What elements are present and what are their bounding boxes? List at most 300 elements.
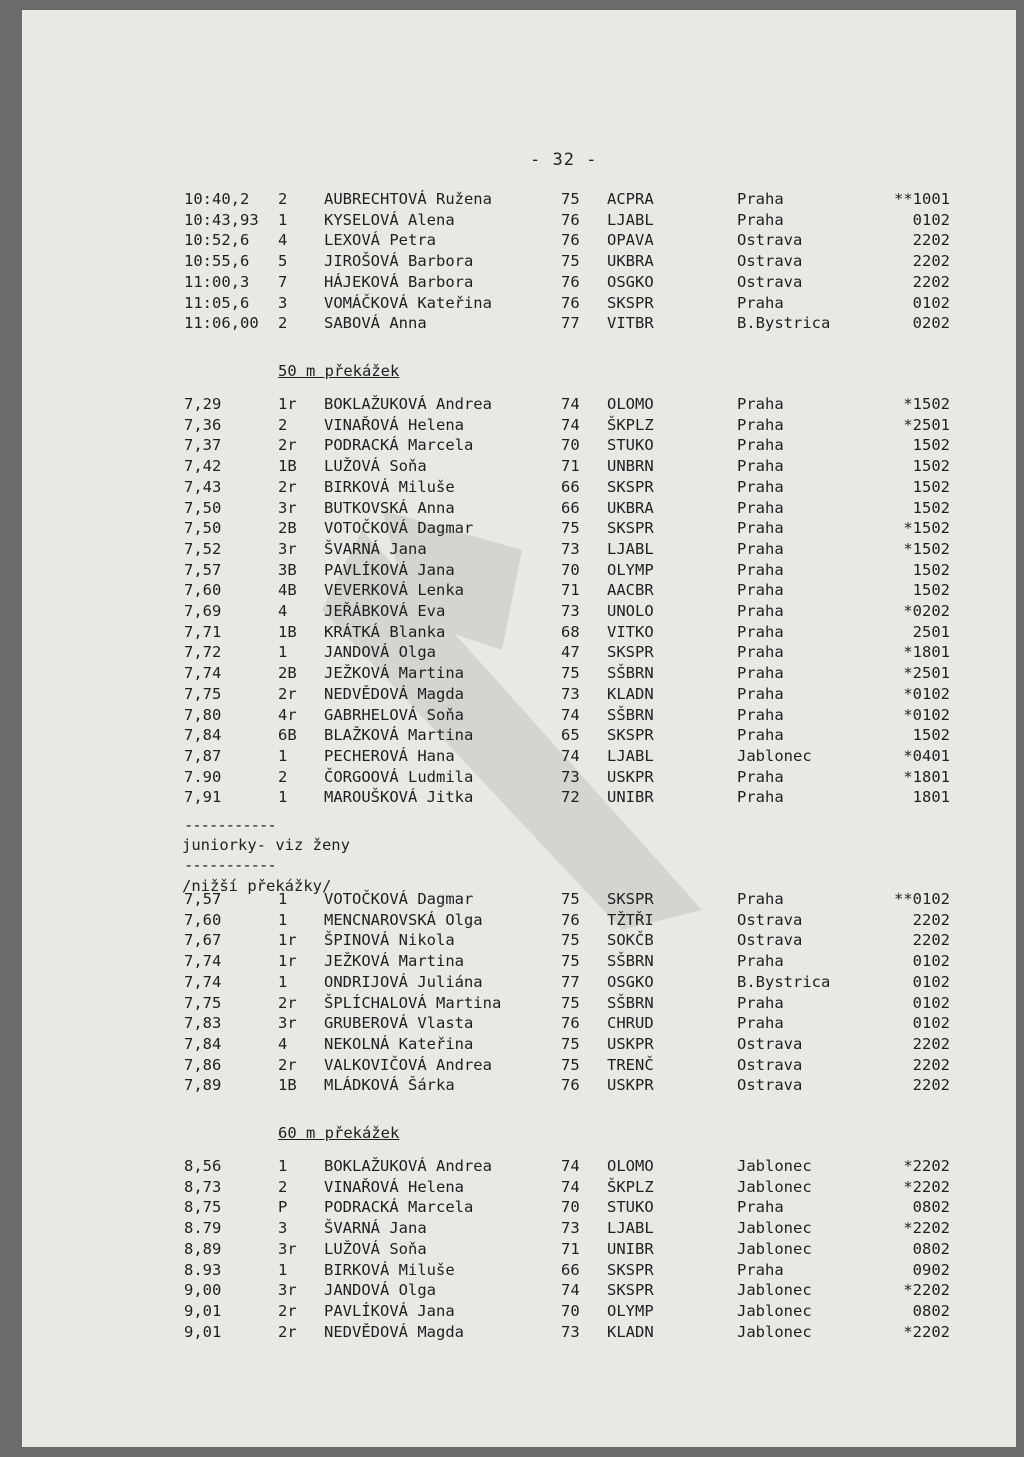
year-cell: 75 (561, 993, 580, 1012)
result-cell: 7,89 (184, 1076, 222, 1095)
result-cell: 8.79 (184, 1219, 222, 1238)
result-cell: 7,50 (184, 519, 222, 538)
date-cell: *2501 (903, 415, 950, 434)
athlete-cell: BLAŽKOVÁ Martina (324, 726, 474, 745)
date-cell: 0802 (912, 1239, 950, 1258)
athlete-cell: BIRKOVÁ Miluše (324, 1260, 455, 1279)
year-cell: 76 (561, 1014, 580, 1033)
date-cell: 1502 (912, 581, 950, 600)
athlete-cell: NEKOLNÁ Kateřina (324, 1034, 474, 1053)
round-cell: 3r (278, 539, 297, 558)
athlete-cell: LUŽOVÁ Soňa (324, 1239, 427, 1258)
round-cell: 5 (278, 252, 288, 271)
result-cell: 7,74 (184, 972, 222, 991)
athlete-cell: BIRKOVÁ Miluše (324, 477, 455, 496)
venue-cell: B.Bystrica (737, 314, 831, 333)
athlete-cell: KRÁTKÁ Blanka (324, 622, 446, 641)
date-cell: 0102 (912, 210, 950, 229)
date-cell: 0802 (912, 1301, 950, 1320)
athlete-cell: LEXOVÁ Petra (324, 231, 436, 250)
club-cell: USKPR (607, 1076, 654, 1095)
result-cell: 8,75 (184, 1198, 222, 1217)
club-cell: SKSPR (607, 519, 654, 538)
round-cell: 3 (278, 1219, 288, 1238)
club-cell: ŠKPLZ (607, 1177, 654, 1196)
athlete-cell: PODRACKÁ Marcela (324, 436, 474, 455)
athlete-cell: VOTOČKOVÁ Dagmar (324, 890, 474, 908)
round-cell: 1r (278, 395, 297, 413)
date-cell: *2202 (903, 1157, 950, 1175)
date-cell: **1001 (894, 190, 950, 208)
athlete-cell: JANDOVÁ Olga (324, 643, 436, 662)
athlete-cell: VOMÁČKOVÁ Kateřina (324, 293, 492, 312)
club-cell: UKBRA (607, 498, 654, 517)
date-cell: 1502 (912, 436, 950, 455)
date-cell: *1502 (903, 519, 950, 538)
date-cell: 2202 (912, 231, 950, 250)
athlete-cell: MAROUŠKOVÁ Jitka (324, 788, 474, 807)
club-cell: OLOMO (607, 395, 654, 413)
club-cell: KLADN (607, 684, 654, 703)
result-cell: 7,50 (184, 498, 222, 517)
divider-line: ----------- (184, 816, 276, 834)
venue-cell: Praha (737, 767, 784, 786)
result-cell: 8.93 (184, 1260, 222, 1279)
result-cell: 7,43 (184, 477, 222, 496)
result-cell: 8,73 (184, 1177, 222, 1196)
athlete-cell: PECHEROVÁ Hana (324, 746, 455, 765)
result-cell: 7,75 (184, 684, 222, 703)
athlete-cell: ČORGOOVÁ Ludmila (324, 767, 474, 786)
year-cell: 68 (561, 622, 580, 641)
club-cell: USKPR (607, 1034, 654, 1053)
date-cell: 2202 (912, 1034, 950, 1053)
year-cell: 73 (561, 1322, 580, 1341)
venue-cell: Ostrava (737, 931, 803, 950)
venue-cell: Jablonec (737, 746, 812, 765)
round-cell: 2 (278, 190, 288, 208)
date-cell: 1502 (912, 726, 950, 745)
club-cell: UNOLO (607, 602, 654, 620)
venue-cell: Jablonec (737, 1157, 812, 1175)
club-cell: OSGKO (607, 272, 654, 291)
year-cell: 66 (561, 498, 580, 517)
athlete-cell: JIROŠOVÁ Barbora (324, 252, 474, 271)
club-cell: ŠKPLZ (607, 415, 654, 434)
year-cell: 73 (561, 767, 580, 786)
round-cell: 2B (278, 664, 297, 683)
club-cell: UNIBR (607, 788, 654, 807)
round-cell: 3B (278, 560, 297, 579)
venue-cell: Praha (737, 602, 784, 620)
venue-cell: Praha (737, 539, 784, 558)
athlete-cell: JEŽKOVÁ Martina (324, 952, 464, 971)
year-cell: 77 (561, 972, 580, 991)
date-cell: *0102 (903, 705, 950, 724)
year-cell: 77 (561, 314, 580, 333)
club-cell: OLOMO (607, 1157, 654, 1175)
result-cell: 7,72 (184, 643, 222, 662)
venue-cell: Praha (737, 210, 784, 229)
athlete-cell: MENCNAROVSKÁ Olga (324, 910, 483, 929)
venue-cell: Praha (737, 519, 784, 538)
date-cell: 0802 (912, 1198, 950, 1217)
club-cell: UNIBR (607, 1239, 654, 1258)
athlete-cell: PAVLÍKOVÁ Jana (324, 1301, 455, 1320)
year-cell: 74 (561, 1157, 580, 1175)
round-cell: P (278, 1198, 288, 1217)
year-cell: 76 (561, 1076, 580, 1095)
date-cell: *1502 (903, 539, 950, 558)
result-cell: 7,86 (184, 1055, 222, 1074)
athlete-cell: ONDRIJOVÁ Juliána (324, 972, 483, 991)
result-cell: 7,29 (184, 395, 222, 413)
date-cell: 2202 (912, 1076, 950, 1095)
round-cell: 2r (278, 993, 297, 1012)
date-cell: 2501 (912, 622, 950, 641)
round-cell: 1 (278, 890, 288, 908)
club-cell: SOKČB (607, 931, 654, 950)
result-cell: 11:00,3 (184, 272, 250, 291)
year-cell: 74 (561, 395, 580, 413)
section-note: juniorky- viz ženy (182, 836, 350, 854)
venue-cell: Ostrava (737, 252, 803, 271)
venue-cell: Praha (737, 415, 784, 434)
year-cell: 73 (561, 684, 580, 703)
year-cell: 72 (561, 788, 580, 807)
date-cell: 0102 (912, 293, 950, 312)
club-cell: TŽTŘI (607, 910, 654, 929)
club-cell: SŠBRN (607, 993, 654, 1012)
year-cell: 71 (561, 457, 580, 476)
result-cell: 7,67 (184, 931, 222, 950)
venue-cell: Praha (737, 684, 784, 703)
round-cell: 1B (278, 622, 297, 641)
date-cell: *1801 (903, 767, 950, 786)
year-cell: 73 (561, 539, 580, 558)
date-cell: 2202 (912, 252, 950, 271)
date-cell: 0902 (912, 1260, 950, 1279)
year-cell: 76 (561, 210, 580, 229)
club-cell: UKBRA (607, 252, 654, 271)
round-cell: 2 (278, 314, 288, 333)
club-cell: LJABL (607, 1219, 654, 1238)
result-cell: 7,84 (184, 1034, 222, 1053)
date-cell: *1502 (903, 395, 950, 413)
result-cell: 8,56 (184, 1157, 222, 1175)
venue-cell: Jablonec (737, 1322, 812, 1341)
venue-cell: Praha (737, 788, 784, 807)
round-cell: 2r (278, 1055, 297, 1074)
date-cell: 2202 (912, 1055, 950, 1074)
round-cell: 3r (278, 1239, 297, 1258)
round-cell: 1 (278, 972, 288, 991)
venue-cell: Praha (737, 664, 784, 683)
year-cell: 74 (561, 705, 580, 724)
result-cell: 7,83 (184, 1014, 222, 1033)
athlete-cell: ŠPINOVÁ Nikola (324, 931, 455, 950)
year-cell: 74 (561, 1177, 580, 1196)
athlete-cell: GRUBEROVÁ Vlasta (324, 1014, 474, 1033)
result-cell: 10:55,6 (184, 252, 250, 271)
athlete-cell: HÁJEKOVÁ Barbora (324, 272, 474, 291)
page-number: - 32 - (530, 150, 598, 170)
year-cell: 75 (561, 519, 580, 538)
round-cell: 6B (278, 726, 297, 745)
date-cell: 0102 (912, 993, 950, 1012)
athlete-cell: NEDVĚDOVÁ Magda (324, 1322, 464, 1341)
club-cell: OSGKO (607, 972, 654, 991)
divider-line: ----------- (184, 856, 276, 874)
year-cell: 76 (561, 272, 580, 291)
round-cell: 3r (278, 498, 297, 517)
athlete-cell: SABOVÁ Anna (324, 314, 427, 333)
result-cell: 7,57 (184, 890, 222, 908)
year-cell: 74 (561, 746, 580, 765)
venue-cell: Praha (737, 1198, 784, 1217)
athlete-cell: PODRACKÁ Marcela (324, 1198, 474, 1217)
round-cell: 1 (278, 1260, 288, 1279)
club-cell: SKSPR (607, 293, 654, 312)
venue-cell: Praha (737, 890, 784, 908)
venue-cell: Praha (737, 581, 784, 600)
club-cell: CHRUD (607, 1014, 654, 1033)
athlete-cell: JANDOVÁ Olga (324, 1281, 436, 1300)
round-cell: 4B (278, 581, 297, 600)
date-cell: 2202 (912, 910, 950, 929)
year-cell: 76 (561, 293, 580, 312)
venue-cell: Praha (737, 395, 784, 413)
date-cell: *1801 (903, 643, 950, 662)
round-cell: 1B (278, 457, 297, 476)
venue-cell: Praha (737, 952, 784, 971)
athlete-cell: VEVERKOVÁ Lenka (324, 581, 464, 600)
result-cell: 9,01 (184, 1301, 222, 1320)
result-cell: 9,01 (184, 1322, 222, 1341)
result-cell: 7.90 (184, 767, 222, 786)
athlete-cell: AUBRECHTOVÁ Ružena (324, 190, 492, 208)
venue-cell: Praha (737, 498, 784, 517)
athlete-cell: BOKLAŽUKOVÁ Andrea (324, 1157, 492, 1175)
athlete-cell: ŠPLÍCHALOVÁ Martina (324, 993, 502, 1012)
venue-cell: Jablonec (737, 1177, 812, 1196)
date-cell: 0202 (912, 314, 950, 333)
club-cell: SŠBRN (607, 952, 654, 971)
result-cell: 7,37 (184, 436, 222, 455)
venue-cell: Ostrava (737, 1076, 803, 1095)
round-cell: 1 (278, 643, 288, 662)
round-cell: 1 (278, 210, 288, 229)
venue-cell: Praha (737, 1014, 784, 1033)
section-note: /nižší překážky/ (182, 877, 332, 895)
result-cell: 10:52,6 (184, 231, 250, 250)
round-cell: 2r (278, 1322, 297, 1341)
date-cell: *2202 (903, 1219, 950, 1238)
result-cell: 7,74 (184, 664, 222, 683)
venue-cell: B.Bystrica (737, 972, 831, 991)
venue-cell: Praha (737, 1260, 784, 1279)
round-cell: 2 (278, 767, 288, 786)
date-cell: *2202 (903, 1281, 950, 1300)
round-cell: 4 (278, 1034, 288, 1053)
date-cell: *0401 (903, 746, 950, 765)
athlete-cell: GABRHELOVÁ Soňa (324, 705, 464, 724)
venue-cell: Ostrava (737, 910, 803, 929)
year-cell: 47 (561, 643, 580, 662)
year-cell: 75 (561, 664, 580, 683)
year-cell: 70 (561, 560, 580, 579)
venue-cell: Jablonec (737, 1301, 812, 1320)
result-cell: 7,75 (184, 993, 222, 1012)
year-cell: 75 (561, 952, 580, 971)
date-cell: *0102 (903, 684, 950, 703)
result-cell: 9,00 (184, 1281, 222, 1300)
date-cell: *2501 (903, 664, 950, 683)
venue-cell: Praha (737, 477, 784, 496)
round-cell: 1 (278, 788, 288, 807)
round-cell: 2 (278, 1177, 288, 1196)
club-cell: SKSPR (607, 643, 654, 662)
round-cell: 4 (278, 602, 288, 620)
athlete-cell: PAVLÍKOVÁ Jana (324, 560, 455, 579)
club-cell: SŠBRN (607, 705, 654, 724)
year-cell: 75 (561, 890, 580, 908)
athlete-cell: ŠVARNÁ Jana (324, 539, 427, 558)
result-cell: 7,80 (184, 705, 222, 724)
club-cell: STUKO (607, 436, 654, 455)
venue-cell: Ostrava (737, 231, 803, 250)
date-cell: 1502 (912, 560, 950, 579)
date-cell: 0102 (912, 1014, 950, 1033)
club-cell: KLADN (607, 1322, 654, 1341)
club-cell: SŠBRN (607, 664, 654, 683)
date-cell: **0102 (894, 890, 950, 908)
club-cell: ACPRA (607, 190, 654, 208)
year-cell: 75 (561, 190, 580, 208)
club-cell: TRENČ (607, 1055, 654, 1074)
round-cell: 1 (278, 1157, 288, 1175)
year-cell: 70 (561, 1198, 580, 1217)
round-cell: 3 (278, 293, 288, 312)
section-heading: 60 m překážek (278, 1124, 400, 1142)
athlete-cell: VALKOVIČOVÁ Andrea (324, 1055, 492, 1074)
athlete-cell: VOTOČKOVÁ Dagmar (324, 519, 474, 538)
round-cell: 1 (278, 746, 288, 765)
athlete-cell: KYSELOVÁ Alena (324, 210, 455, 229)
year-cell: 75 (561, 1055, 580, 1074)
result-cell: 7,57 (184, 560, 222, 579)
athlete-cell: NEDVĚDOVÁ Magda (324, 684, 464, 703)
club-cell: SKSPR (607, 890, 654, 908)
venue-cell: Jablonec (737, 1219, 812, 1238)
athlete-cell: ŠVARNÁ Jana (324, 1219, 427, 1238)
year-cell: 71 (561, 1239, 580, 1258)
club-cell: SKSPR (607, 1281, 654, 1300)
result-cell: 7,87 (184, 746, 222, 765)
round-cell: 2r (278, 684, 297, 703)
club-cell: USKPR (607, 767, 654, 786)
club-cell: VITKO (607, 622, 654, 641)
result-cell: 7,69 (184, 602, 222, 620)
round-cell: 4 (278, 231, 288, 250)
club-cell: OLYMP (607, 1301, 654, 1320)
result-cell: 7,91 (184, 788, 222, 807)
result-cell: 10:40,2 (184, 190, 250, 208)
athlete-cell: LUŽOVÁ Soňa (324, 457, 427, 476)
year-cell: 75 (561, 931, 580, 950)
year-cell: 65 (561, 726, 580, 745)
athlete-cell: JEŘÁBKOVÁ Eva (324, 602, 446, 620)
athlete-cell: MLÁDKOVÁ Šárka (324, 1076, 455, 1095)
date-cell: 1502 (912, 477, 950, 496)
year-cell: 75 (561, 1034, 580, 1053)
round-cell: 1 (278, 910, 288, 929)
venue-cell: Ostrava (737, 1055, 803, 1074)
year-cell: 74 (561, 1281, 580, 1300)
venue-cell: Ostrava (737, 1034, 803, 1053)
athlete-cell: BUTKOVSKÁ Anna (324, 498, 455, 517)
date-cell: *0202 (903, 602, 950, 620)
athlete-cell: VINAŘOVÁ Helena (324, 1177, 464, 1196)
club-cell: STUKO (607, 1198, 654, 1217)
result-cell: 7,36 (184, 415, 222, 434)
result-cell: 7,71 (184, 622, 222, 641)
year-cell: 76 (561, 231, 580, 250)
round-cell: 1r (278, 931, 297, 950)
club-cell: LJABL (607, 210, 654, 229)
venue-cell: Jablonec (737, 1239, 812, 1258)
year-cell: 74 (561, 415, 580, 434)
venue-cell: Praha (737, 643, 784, 662)
date-cell: 2202 (912, 931, 950, 950)
year-cell: 66 (561, 1260, 580, 1279)
round-cell: 2r (278, 436, 297, 455)
round-cell: 2r (278, 477, 297, 496)
result-cell: 10:43,93 (184, 210, 259, 229)
round-cell: 3r (278, 1281, 297, 1300)
venue-cell: Praha (737, 436, 784, 455)
athlete-cell: JEŽKOVÁ Martina (324, 664, 464, 683)
round-cell: 2B (278, 519, 297, 538)
club-cell: LJABL (607, 746, 654, 765)
venue-cell: Praha (737, 726, 784, 745)
round-cell: 7 (278, 272, 288, 291)
venue-cell: Praha (737, 293, 784, 312)
date-cell: 1801 (912, 788, 950, 807)
round-cell: 2r (278, 1301, 297, 1320)
result-cell: 11:05,6 (184, 293, 250, 312)
club-cell: SKSPR (607, 1260, 654, 1279)
year-cell: 70 (561, 436, 580, 455)
round-cell: 1B (278, 1076, 297, 1095)
round-cell: 3r (278, 1014, 297, 1033)
year-cell: 76 (561, 910, 580, 929)
result-cell: 11:06,00 (184, 314, 259, 333)
round-cell: 4r (278, 705, 297, 724)
venue-cell: Praha (737, 560, 784, 579)
year-cell: 75 (561, 252, 580, 271)
result-cell: 7,52 (184, 539, 222, 558)
date-cell: 0102 (912, 952, 950, 971)
venue-cell: Praha (737, 705, 784, 724)
venue-cell: Praha (737, 190, 784, 208)
venue-cell: Ostrava (737, 272, 803, 291)
date-cell: *2202 (903, 1322, 950, 1341)
date-cell: 2202 (912, 272, 950, 291)
athlete-cell: VINAŘOVÁ Helena (324, 415, 464, 434)
result-cell: 7,60 (184, 581, 222, 600)
result-cell: 8,89 (184, 1239, 222, 1258)
